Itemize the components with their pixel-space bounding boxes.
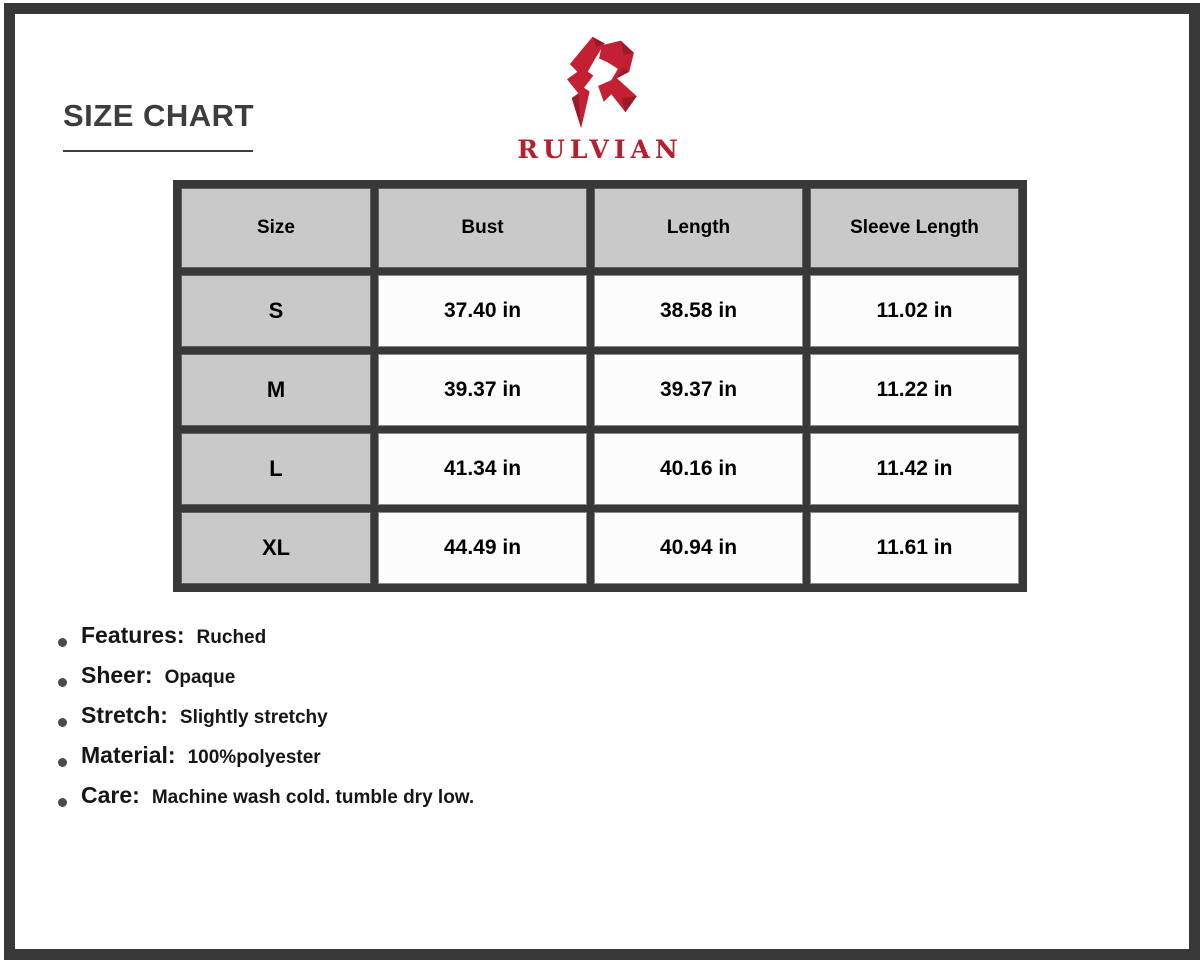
bust-cell: 41.34 in — [378, 433, 587, 505]
brand-logo — [450, 34, 750, 164]
bullet-icon — [58, 758, 67, 767]
length-cell: 40.16 in — [594, 433, 803, 505]
bullet-icon — [58, 638, 67, 647]
bullet-icon — [58, 718, 67, 727]
detail-value: Slightly stretchy — [179, 707, 328, 728]
detail-label: Care: — [81, 782, 140, 808]
bullet-icon — [58, 798, 67, 807]
list-item-sheer — [58, 662, 474, 702]
title-underline — [63, 150, 253, 152]
sleeve-length-cell: 11.42 in — [810, 433, 1019, 505]
detail-value: Ruched — [196, 627, 267, 648]
column-header-sleeve-length: Sleeve Length — [810, 188, 1019, 268]
detail-label: Sheer: — [81, 662, 153, 688]
sleeve-length-cell: 11.02 in — [810, 275, 1019, 347]
page-title: SIZE CHART — [63, 98, 254, 133]
bust-cell: 37.40 in — [378, 275, 587, 347]
size-table — [173, 180, 1027, 592]
column-header-bust: Bust — [378, 188, 587, 268]
size-cell: L — [181, 433, 371, 505]
detail-value: Machine wash cold. tumble dry low. — [151, 787, 475, 808]
brand-logo-icon — [554, 34, 646, 132]
list-item-material — [58, 742, 474, 782]
list-item-care — [58, 782, 474, 822]
length-cell: 40.94 in — [594, 512, 803, 584]
size-cell: XL — [181, 512, 371, 584]
brand-wordmark: RULVIAN — [517, 135, 683, 164]
detail-label: Features: — [81, 622, 185, 648]
table-row — [181, 512, 1019, 584]
bust-cell: 39.37 in — [378, 354, 587, 426]
bust-cell: 44.49 in — [378, 512, 587, 584]
detail-label: Stretch: — [81, 702, 168, 728]
detail-value: Opaque — [164, 667, 236, 688]
column-header-length: Length — [594, 188, 803, 268]
sleeve-length-cell: 11.22 in — [810, 354, 1019, 426]
table-header-row — [181, 188, 1019, 268]
size-cell: S — [181, 275, 371, 347]
detail-label: Material: — [81, 742, 176, 768]
column-header-size: Size — [181, 188, 371, 268]
sleeve-length-cell: 11.61 in — [810, 512, 1019, 584]
table-row — [181, 354, 1019, 426]
bullet-icon — [58, 678, 67, 687]
detail-value: 100%polyester — [187, 747, 321, 768]
length-cell: 38.58 in — [594, 275, 803, 347]
size-cell: M — [181, 354, 371, 426]
table-row — [181, 275, 1019, 347]
length-cell: 39.37 in — [594, 354, 803, 426]
list-item-features — [58, 622, 474, 662]
product-details-list — [58, 622, 474, 822]
list-item-stretch — [58, 702, 474, 742]
table-row — [181, 433, 1019, 505]
